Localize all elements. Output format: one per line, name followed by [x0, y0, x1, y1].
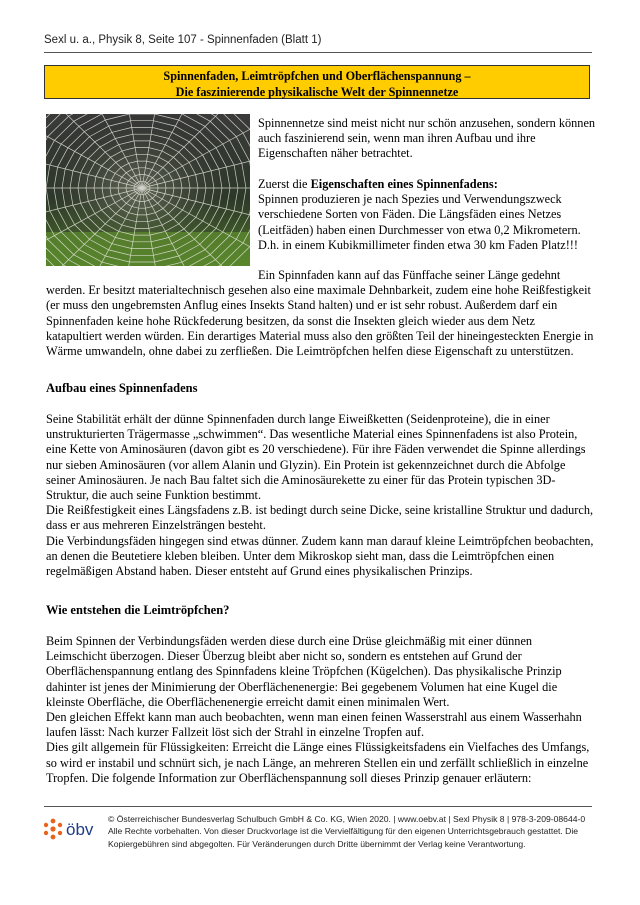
properties-wrapped [258, 177, 598, 253]
properties-continued-text: Ein Spinnfaden kann auf das Fünffache seiner Länge gedehnt werden. Er besitzt materialtechnisch gesehen also eine maximale Dehnbarkeit, zudem eine hohe Reißfestigkeit (er muss den ungebremsten Anflug eines Insekts Stand halten) und er ist sehr robust. Außerdem darf ein Spinnenfaden keine hohe Rückfederung besitzen, da sonst die Insekten gleich wieder aus dem Netz katapultiert werden würden. Ein derartiges Material muss also den größten Teil der hineingesteckten Energie in Wärme umwandeln, ohne dabei zu zerfließen. Die Leimtröpfchen helfen diese Eigenschaft zu unterstützen. [46, 268, 594, 359]
title-line-1: Spinnenfaden, Leimtröpfchen und Oberflächenspannung – [163, 69, 471, 83]
header-divider [44, 52, 592, 53]
heading-aufbau: Aufbau eines Spinnenfadens [46, 381, 198, 395]
leim-paragraph-2: Den gleichen Effekt kann man auch beobachten, wenn man einen feinen Wasserstrahl aus einem Wasserhahn laufen lässt: Nach kurzer Fallzeit löst sich der Strahl in einzelne Tropfen auf. [46, 710, 582, 740]
aufbau-paragraph-2: Die Reißfestigkeit eines Längsfadens z.B. ist bedingt durch seine Dicke, seine kristalline Struktur und dadurch, dass er aus mehreren Einzelsträngen besteht. [46, 503, 594, 533]
page-header: Sexl u. a., Physik 8, Seite 107 - Spinnenfaden (Blatt 1) [44, 34, 322, 46]
footer-copyright: © Österreichischer Bundesverlag Schulbuch GmbH & Co. KG, Wien 2020. | www.oebv.at | Sexl Physik 8 | 978-3-209-08644-0 [108, 814, 586, 824]
footer-rights: Alle Rechte vorbehalten. Von dieser Druckvorlage ist die Vervielfältigung für den eigenen Unterrichtsgebrauch gestattet. Die Kopiergebühren sind abgegolten. Für Veränderungen durch Dritte übernimmt der Verlag keine Verantwortung. [108, 826, 579, 849]
properties-continued [46, 268, 594, 359]
logo-text: öbv [66, 820, 94, 839]
aufbau-paragraph-3: Die Verbindungsfäden hingegen sind etwas dünner. Zudem kann man darauf kleine Leimtröpfchen beobachten, an denen die Beutetiere kleben bleiben. Unter dem Mikroskop sieht man, dass die Leimtröpfchen einen regelmäßigen Abstand haben. Dieser entsteht auf Grund eines physikalischen Prinzips. [46, 533, 594, 579]
leim-paragraph-1: Beim Spinnen der Verbindungsfäden werden diese durch eine Drüse gleichmäßig mit einer dünnen Leimschicht überzogen. Dieser Überzug bleibt aber nicht so, sondern es entstehen auf Grund der Oberflächenspannung entlang des Spinnfadens kleine Tröpfchen (Kügelchen). Das physikalische Prinzip dahinter ist jenes der Minimierung der Oberflächenenergie: Bei gegebenem Volumen hat eine Kugel die kleinste Oberfläche, die Oberflächenenergie erreicht damit einen minimalen Wert. [46, 634, 562, 709]
properties-heading: Eigenschaften eines Spinnenfadens: [310, 177, 498, 191]
title-box [44, 65, 590, 99]
title-line-2: Die faszinierende physikalische Welt der Spinnennetze [175, 85, 459, 99]
oebv-logo-icon [44, 818, 102, 840]
footer-divider [44, 806, 592, 807]
leim-body [46, 634, 594, 786]
intro-paragraph: Spinnennetze sind meist nicht nur schön anzusehen, sondern können auch faszinierend sein, wenn man ihren Aufbau und ihre Eigenschaften näher betrachtet. [258, 116, 596, 161]
spider-web-photo [46, 114, 250, 266]
aufbau-paragraph-1: Seine Stabilität erhält der dünne Spinnenfaden durch lange Eiweißketten (Seidenproteine), die in einer unstrukturierten Trägermasse „schwimmen“. Das wesentliche Material eines Spinnenfadens ist also Protein, eine Kette von Aminosäuren (davon gibt es 20 verschiedene). Für ihre Fäden verwendet die Spinne allerdings nur sieben Aminosäuren (vor allem Alanin und Glyzin). Ein Protein ist gekennzeichnet durch die Abfolge seiner Aminosäuren. Je nach Bau faltet sich die Aminosäurekette zu einer für das Protein typischen 3D-Struktur, die auch seine Funktion bestimmt. [46, 412, 586, 503]
properties-lead-text: Zuerst die [258, 177, 311, 191]
leim-paragraph-3: Dies gilt allgemein für Flüssigkeiten: Erreicht die Länge eines Flüssigkeitsfadens ein Vielfaches des Umfangs, so wird er instabil und schnürt sich, je nach Länge, an mehreren Stellen ein und zerfällt schließlich in einzelne Tropfen. Die folgende Information zur Oberflächenspannung soll dieses Prinzip genauer erläutern: [46, 740, 590, 785]
properties-wrapped-text: Spinnen produzieren je nach Spezies und Verwendungszweck verschiedene Sorten von Fäden. Die Längsfäden eines Netzes (Leitfäden) haben einen Durchmesser von etwa 0,2 Mikrometern. D.h. in einem Kubikmillimeter finden etwa 30 km Faden Platz!!! [258, 192, 581, 252]
properties-lead [258, 177, 598, 192]
heading-leimtroepfchen: Wie entstehen die Leimtröpfchen? [46, 603, 230, 617]
aufbau-body [46, 412, 594, 579]
footer-text [108, 813, 598, 850]
